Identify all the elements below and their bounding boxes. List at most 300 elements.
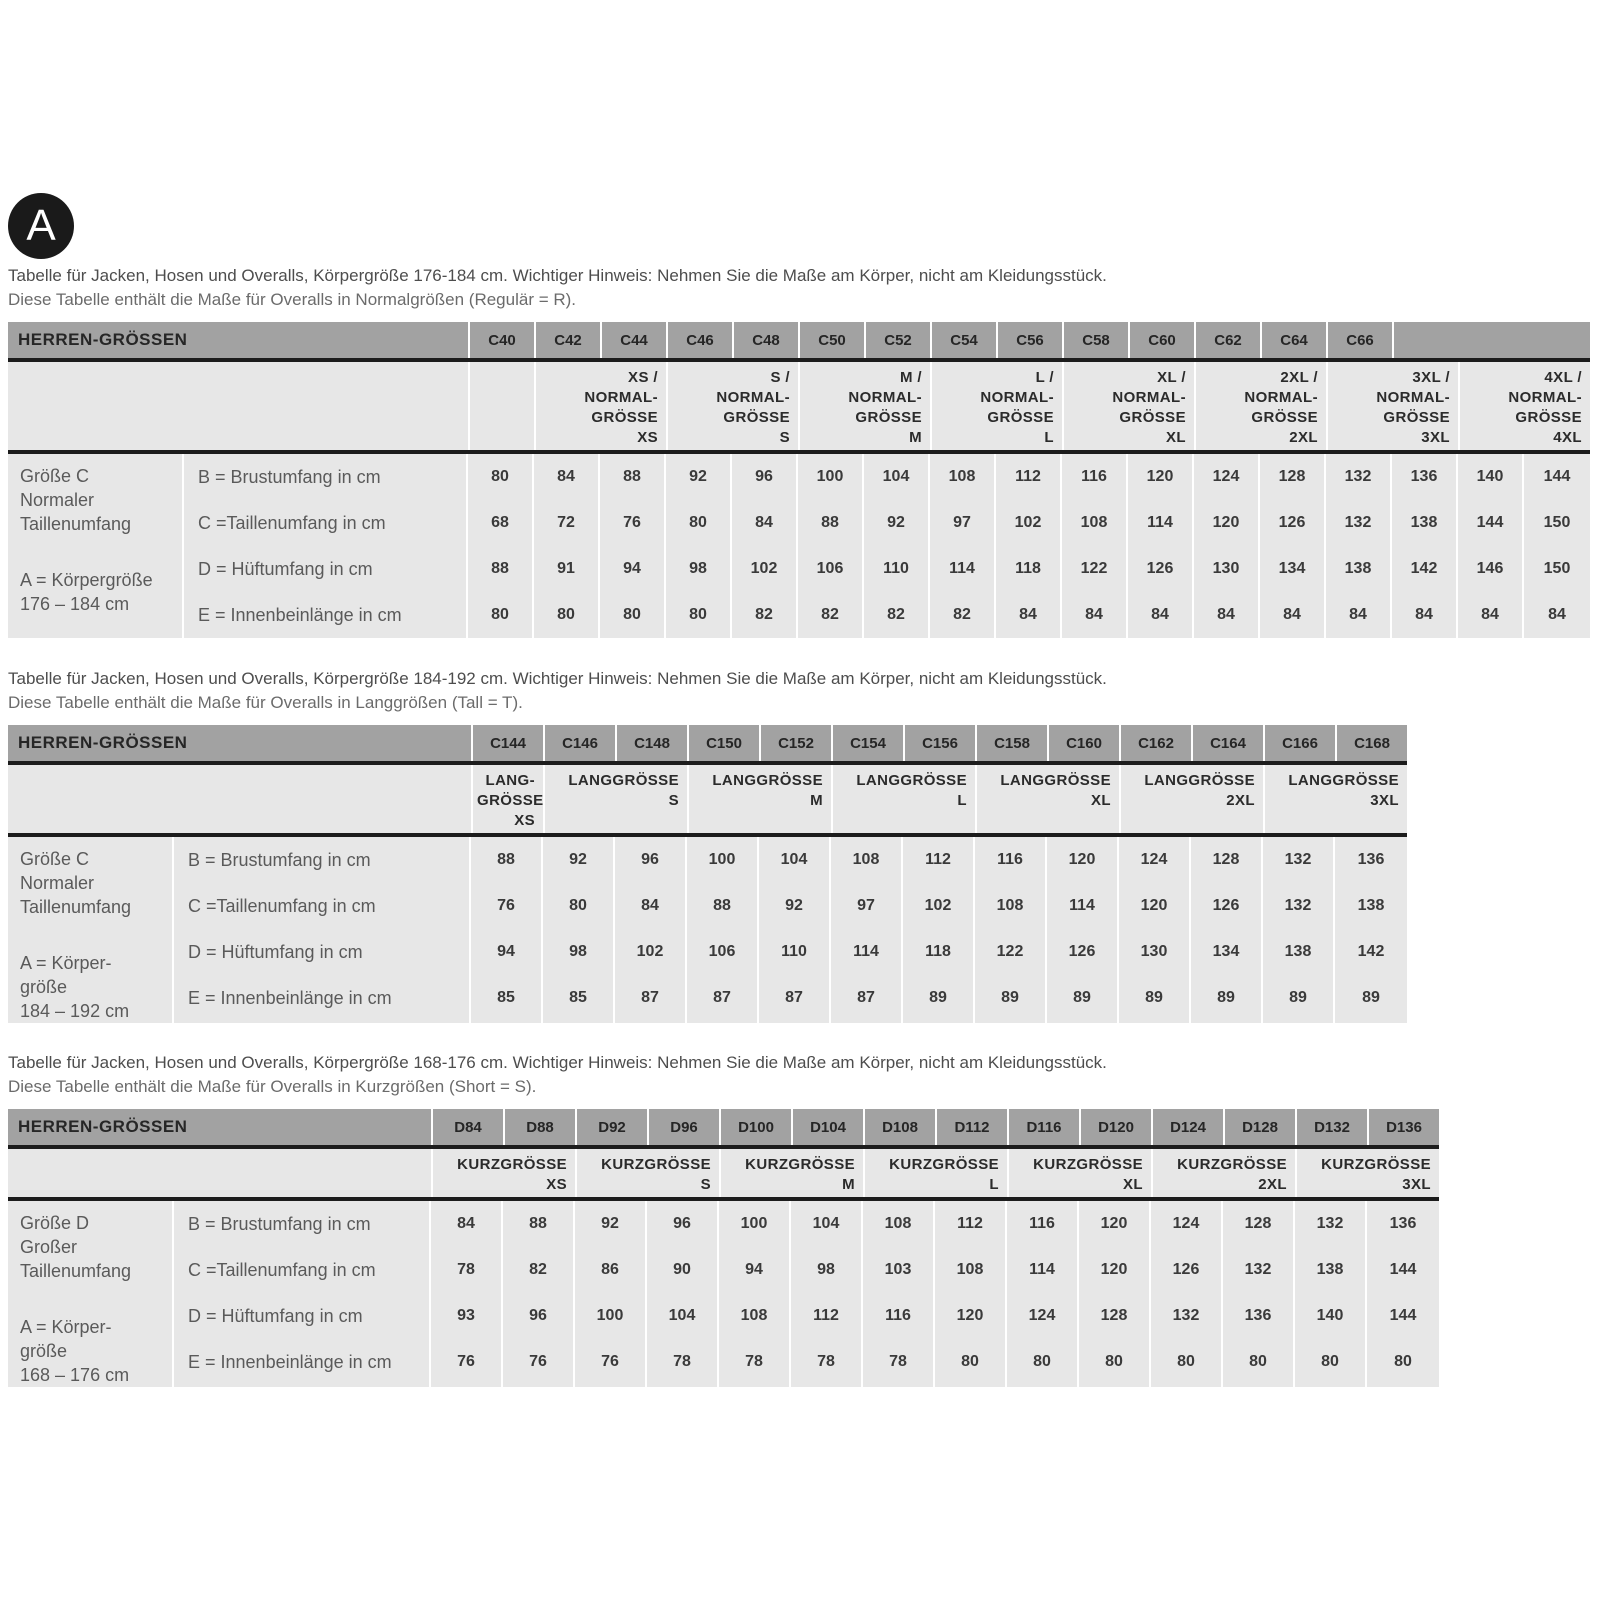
- value-cell: 100: [816, 468, 844, 485]
- size-value-column: [1047, 837, 1119, 1023]
- value-cell: 114: [1029, 1261, 1055, 1278]
- group-label-line: KURZGRÖSSE: [889, 1156, 999, 1173]
- value-cell: 136: [1244, 1307, 1272, 1324]
- value-cell: 108: [1080, 514, 1108, 531]
- group-label-line: NORMAL-: [1508, 389, 1582, 406]
- size-code: C148: [615, 725, 687, 761]
- value-cell: 146: [1476, 560, 1504, 577]
- row-label-line: größe: [20, 1341, 68, 1361]
- value-cell: 85: [497, 989, 515, 1006]
- size-value-column: [1458, 454, 1524, 638]
- size-value-column: [1191, 837, 1263, 1023]
- group-label-line: NORMAL-: [848, 389, 922, 406]
- value-cell: 132: [1284, 851, 1312, 868]
- value-cell: 88: [713, 897, 731, 914]
- value-cell: 78: [889, 1353, 907, 1370]
- measure-label: E = Innenbeinlänge in cm: [188, 988, 392, 1008]
- measure-label: E = Innenbeinlänge in cm: [198, 605, 402, 625]
- value-cell: 112: [813, 1307, 839, 1324]
- group-label-line: LANG-: [485, 772, 535, 789]
- size-code: C160: [1047, 725, 1119, 761]
- size-group-label: [687, 765, 831, 833]
- value-cell: 89: [1145, 989, 1163, 1006]
- value-cell: 84: [641, 897, 659, 914]
- value-cell: 80: [961, 1353, 979, 1370]
- caption-line-1: Tabelle für Jacken, Hosen und Overalls, Körpergröße 176-184 cm. Wichtiger Hinweis: Nehmen Sie die Maße am Körper, nicht am Kleidungsstück.: [8, 266, 1107, 285]
- value-cell: 120: [1212, 514, 1240, 531]
- measure-label: C =Taillenumfang in cm: [188, 896, 376, 916]
- size-code: C144: [471, 725, 543, 761]
- group-row-spacer: [8, 1149, 431, 1197]
- value-cell: 85: [569, 989, 587, 1006]
- size-value-column: [1223, 1201, 1295, 1387]
- value-cell: 144: [1476, 514, 1504, 531]
- caption-line-2: Diese Tabelle enthält die Maße für Overalls in Kurzgrößen (Short = S).: [8, 1077, 537, 1096]
- row-label-line: Normaler: [20, 490, 95, 510]
- size-group-label: [863, 1149, 1007, 1197]
- value-cell: 78: [457, 1261, 475, 1278]
- size-code: D112: [935, 1109, 1007, 1145]
- value-cell: 87: [641, 989, 659, 1006]
- group-label-line: KURZGRÖSSE: [1033, 1156, 1143, 1173]
- value-cell: 88: [497, 851, 515, 868]
- size-group-label: [543, 765, 687, 833]
- size-code: D128: [1223, 1109, 1295, 1145]
- value-cell: 96: [673, 1215, 691, 1232]
- value-cell: 140: [1476, 468, 1504, 485]
- value-cell: 116: [885, 1307, 911, 1324]
- value-cell: 108: [996, 897, 1024, 914]
- value-cell: 120: [1140, 897, 1168, 914]
- value-cell: 98: [817, 1261, 835, 1278]
- group-label-line: GRÖSSE: [1119, 409, 1186, 426]
- value-cell: 132: [1284, 897, 1312, 914]
- value-cell: 122: [1080, 560, 1108, 577]
- value-cell: 100: [708, 851, 736, 868]
- size-group-label: [1007, 1149, 1151, 1197]
- size-code: C66: [1326, 322, 1392, 358]
- size-code: C150: [687, 725, 759, 761]
- value-cell: 138: [1410, 514, 1438, 531]
- value-cell: 84: [1151, 606, 1169, 623]
- row-label-line: Taillenumfang: [20, 514, 132, 534]
- value-cell: 100: [596, 1307, 624, 1324]
- size-group-row: [8, 1149, 1439, 1201]
- group-label-line: XL: [1091, 792, 1111, 809]
- table-caption: [8, 1051, 1439, 1099]
- value-cell: 136: [1410, 468, 1438, 485]
- row-label-gap: [20, 1283, 172, 1315]
- value-cell: 84: [1481, 606, 1499, 623]
- value-cell: 138: [1316, 1261, 1344, 1278]
- group-label-line: LANGGRÖSSE: [1144, 772, 1255, 789]
- size-value-column: [863, 1201, 935, 1387]
- size-value-column: [996, 454, 1062, 638]
- value-cell: 84: [557, 468, 575, 485]
- value-cell: 78: [673, 1353, 691, 1370]
- group-label-line: S: [668, 792, 679, 809]
- value-cell: 68: [491, 514, 509, 531]
- group-label-line: GRÖSSE: [855, 409, 922, 426]
- size-code: D92: [575, 1109, 647, 1145]
- value-cell: 118: [925, 943, 951, 960]
- size-code: D132: [1295, 1109, 1367, 1145]
- size-code: D108: [863, 1109, 935, 1145]
- value-cell: 104: [812, 1215, 840, 1232]
- value-cell: 116: [997, 851, 1023, 868]
- size-group-label: [471, 765, 543, 833]
- group-label-line: NORMAL-: [1112, 389, 1186, 406]
- size-value-column: [1151, 1201, 1223, 1387]
- value-cell: 76: [601, 1353, 619, 1370]
- group-label-line: M: [810, 792, 823, 809]
- value-cell: 102: [750, 560, 778, 577]
- group-label-line: S: [779, 429, 790, 446]
- group-label-line: XS /: [628, 369, 658, 386]
- size-value-column: [930, 454, 996, 638]
- value-cell: 116: [1081, 468, 1107, 485]
- size-value-column: [534, 454, 600, 638]
- measure-label: B = Brustumfang in cm: [188, 850, 371, 870]
- value-cell: 134: [1212, 943, 1240, 960]
- value-cell: 84: [1217, 606, 1235, 623]
- measure-labels: [184, 454, 468, 638]
- value-cell: 126: [1212, 897, 1240, 914]
- value-cell: 96: [755, 468, 773, 485]
- value-cell: 97: [857, 897, 875, 914]
- caption-line-1: Tabelle für Jacken, Hosen und Overalls, Körpergröße 168-176 cm. Wichtiger Hinweis: Nehmen Sie die Maße am Körper, nicht am Kleidungsstück.: [8, 1053, 1107, 1072]
- value-cell: 89: [1289, 989, 1307, 1006]
- group-label-line: NORMAL-: [584, 389, 658, 406]
- value-cell: 76: [497, 897, 515, 914]
- value-cell: 116: [1029, 1215, 1055, 1232]
- value-cell: 110: [883, 560, 909, 577]
- size-group-row: [8, 362, 1590, 454]
- group-label-line: KURZGRÖSSE: [1177, 1156, 1287, 1173]
- group-label-line: M /: [899, 369, 922, 386]
- group-label-line: S /: [770, 369, 790, 386]
- size-group-label: [930, 362, 1062, 450]
- group-label-line: XS: [546, 1176, 567, 1193]
- value-cell: 78: [817, 1353, 835, 1370]
- size-group-row: [8, 765, 1407, 837]
- value-cell: 140: [1316, 1307, 1344, 1324]
- group-label-line: 3XL: [1370, 792, 1399, 809]
- value-cell: 112: [925, 851, 951, 868]
- size-value-column: [600, 454, 666, 638]
- table-caption: [8, 667, 1407, 715]
- size-code: C52: [864, 322, 930, 358]
- value-cell: 108: [884, 1215, 912, 1232]
- size-code: C44: [600, 322, 666, 358]
- size-group-label: [1458, 362, 1590, 450]
- value-cell: 120: [1146, 468, 1174, 485]
- row-label-line: 168 – 176 cm: [20, 1365, 130, 1385]
- size-value-column: [719, 1201, 791, 1387]
- measure-label: D = Hüftumfang in cm: [188, 942, 363, 962]
- value-cell: 138: [1344, 560, 1372, 577]
- size-value-column: [903, 837, 975, 1023]
- size-code: C48: [732, 322, 798, 358]
- row-label-gap: [20, 919, 172, 951]
- measurement-body: [8, 454, 1590, 638]
- measure-label: D = Hüftumfang in cm: [198, 559, 373, 579]
- size-code: C156: [903, 725, 975, 761]
- size-value-column: [732, 454, 798, 638]
- size-value-column: [935, 1201, 1007, 1387]
- group-label-line: L: [989, 1176, 999, 1193]
- size-group-label: [798, 362, 930, 450]
- group-label-line: 2XL: [1226, 792, 1255, 809]
- size-code: C46: [666, 322, 732, 358]
- value-cell: 128: [1278, 468, 1306, 485]
- group-label-line: 3XL: [1402, 1176, 1431, 1193]
- group-label-line: L: [1044, 429, 1054, 446]
- value-cell: 100: [740, 1215, 768, 1232]
- value-cell: 138: [1357, 897, 1385, 914]
- value-cell: 96: [529, 1307, 547, 1324]
- size-value-column: [759, 837, 831, 1023]
- size-value-column: [1007, 1201, 1079, 1387]
- group-label-line: KURZGRÖSSE: [457, 1156, 567, 1173]
- value-cell: 84: [457, 1215, 475, 1232]
- size-group-label: [1151, 1149, 1295, 1197]
- value-cell: 90: [673, 1261, 691, 1278]
- size-group-label: [1194, 362, 1326, 450]
- group-label-line: KURZGRÖSSE: [1321, 1156, 1431, 1173]
- size-group-label: [666, 362, 798, 450]
- group-row-spacer: [8, 765, 471, 833]
- value-cell: 120: [1100, 1215, 1128, 1232]
- size-value-column: [666, 454, 732, 638]
- value-cell: 142: [1410, 560, 1438, 577]
- value-cell: 112: [1015, 468, 1041, 485]
- caption-line-2: Diese Tabelle enthält die Maße für Overalls in Langgrößen (Tall = T).: [8, 693, 523, 712]
- value-cell: 80: [1321, 1353, 1339, 1370]
- value-cell: 94: [745, 1261, 763, 1278]
- value-cell: 92: [569, 851, 587, 868]
- size-table: [8, 322, 1590, 638]
- value-cell: 104: [882, 468, 910, 485]
- size-value-column: [1335, 837, 1407, 1023]
- value-cell: 126: [1146, 560, 1174, 577]
- value-cell: 84: [755, 514, 773, 531]
- size-code: C154: [831, 725, 903, 761]
- value-cell: 89: [1001, 989, 1019, 1006]
- size-value-column: [503, 1201, 575, 1387]
- size-value-column: [864, 454, 930, 638]
- size-code: C162: [1119, 725, 1191, 761]
- row-label-line: 184 – 192 cm: [20, 1001, 130, 1021]
- group-label-line: 3XL: [1421, 429, 1450, 446]
- row-group-label: [8, 837, 174, 1023]
- size-group-label: [719, 1149, 863, 1197]
- size-code: C152: [759, 725, 831, 761]
- row-label-line: 176 – 184 cm: [20, 594, 130, 614]
- value-cell: 87: [713, 989, 731, 1006]
- group-label-line: GRÖSSE: [1383, 409, 1450, 426]
- measure-label: B = Brustumfang in cm: [198, 467, 381, 487]
- value-cell: 82: [821, 606, 839, 623]
- row-label-line: größe: [20, 977, 68, 997]
- row-group-label: [8, 454, 184, 638]
- value-cell: 82: [755, 606, 773, 623]
- group-label-line: XL: [1166, 429, 1186, 446]
- group-label-line: XS: [637, 429, 658, 446]
- value-cell: 76: [457, 1353, 475, 1370]
- value-cell: 144: [1389, 1261, 1417, 1278]
- header-spacer: [1392, 322, 1590, 358]
- size-table-block-3: [8, 1051, 1439, 1387]
- group-label-line: 2XL: [1289, 429, 1318, 446]
- size-code: C168: [1335, 725, 1407, 761]
- value-cell: 94: [497, 943, 515, 960]
- size-code: D104: [791, 1109, 863, 1145]
- group-label-line: 4XL /: [1544, 369, 1582, 386]
- header-row: [8, 1109, 1439, 1149]
- size-group-label: [534, 362, 666, 450]
- value-cell: 126: [1172, 1261, 1200, 1278]
- size-code: C40: [468, 322, 534, 358]
- value-cell: 108: [852, 851, 880, 868]
- value-cell: 80: [1105, 1353, 1123, 1370]
- group-label-line: NORMAL-: [716, 389, 790, 406]
- value-cell: 118: [1015, 560, 1041, 577]
- value-cell: 89: [1362, 989, 1380, 1006]
- size-value-column: [975, 837, 1047, 1023]
- size-code: D84: [431, 1109, 503, 1145]
- group-label-line: XL /: [1157, 369, 1186, 386]
- value-cell: 80: [1033, 1353, 1051, 1370]
- value-cell: 84: [1283, 606, 1301, 623]
- group-label-line: XS: [514, 812, 535, 829]
- group-label-line: M: [909, 429, 922, 446]
- value-cell: 132: [1316, 1215, 1344, 1232]
- value-cell: 102: [924, 897, 952, 914]
- group-label-line: L /: [1035, 369, 1054, 386]
- size-value-column: [471, 837, 543, 1023]
- size-value-column: [791, 1201, 863, 1387]
- group-label-line: GRÖSSE: [987, 409, 1054, 426]
- value-cell: 89: [929, 989, 947, 1006]
- size-group-label: [575, 1149, 719, 1197]
- size-value-column: [431, 1201, 503, 1387]
- group-label-line: GRÖSSE: [1251, 409, 1318, 426]
- size-code: D100: [719, 1109, 791, 1145]
- measure-label: C =Taillenumfang in cm: [198, 513, 386, 533]
- group-label-line: GRÖSSE: [1515, 409, 1582, 426]
- group-label-line: GRÖSSE: [591, 409, 658, 426]
- value-cell: 96: [641, 851, 659, 868]
- value-cell: 106: [816, 560, 844, 577]
- value-cell: 114: [1147, 514, 1173, 531]
- size-group-label: [431, 1149, 575, 1197]
- value-cell: 150: [1543, 560, 1571, 577]
- group-label-line: GRÖSSE: [477, 792, 544, 809]
- group-label-line: 3XL /: [1412, 369, 1450, 386]
- size-table-block-1: [8, 264, 1590, 638]
- value-cell: 120: [1100, 1261, 1128, 1278]
- measure-label: B = Brustumfang in cm: [188, 1214, 371, 1234]
- size-code: C50: [798, 322, 864, 358]
- value-cell: 104: [780, 851, 808, 868]
- table-brand-title: HERREN-GRÖSSEN: [18, 330, 188, 349]
- size-value-column: [1295, 1201, 1367, 1387]
- value-cell: 130: [1212, 560, 1240, 577]
- size-group-label: [1062, 362, 1194, 450]
- value-cell: 150: [1543, 514, 1571, 531]
- measurement-body: [8, 837, 1407, 1023]
- value-cell: 87: [857, 989, 875, 1006]
- size-value-column: [468, 454, 534, 638]
- group-label-line: LANGGRÖSSE: [1288, 772, 1399, 789]
- value-cell: 76: [623, 514, 641, 531]
- value-cell: 88: [491, 560, 509, 577]
- size-code: D88: [503, 1109, 575, 1145]
- value-cell: 132: [1172, 1307, 1200, 1324]
- size-code: C164: [1191, 725, 1263, 761]
- size-value-column: [1079, 1201, 1151, 1387]
- row-group-label: [8, 1201, 174, 1387]
- table-brand-title: HERREN-GRÖSSEN: [18, 1117, 188, 1136]
- caption-line-1: Tabelle für Jacken, Hosen und Overalls, Körpergröße 184-192 cm. Wichtiger Hinweis: Nehmen Sie die Maße am Körper, nicht am Kleidungsstück.: [8, 669, 1107, 688]
- size-value-column: [687, 837, 759, 1023]
- table-caption: [8, 264, 1590, 312]
- value-cell: 102: [1014, 514, 1042, 531]
- size-code: C158: [975, 725, 1047, 761]
- row-label-line: Taillenumfang: [20, 1261, 132, 1281]
- value-cell: 72: [557, 514, 575, 531]
- size-code: C64: [1260, 322, 1326, 358]
- value-cell: 89: [1217, 989, 1235, 1006]
- value-cell: 92: [785, 897, 803, 914]
- header-row: [8, 322, 1590, 362]
- value-cell: 110: [781, 943, 807, 960]
- group-label-line: 2XL /: [1280, 369, 1318, 386]
- header-row: [8, 725, 1407, 765]
- group-label-line: LANGGRÖSSE: [712, 772, 823, 789]
- caption-line-2: Diese Tabelle enthält die Maße für Overalls in Normalgrößen (Regulär = R).: [8, 290, 577, 309]
- value-cell: 134: [1278, 560, 1306, 577]
- value-cell: 144: [1543, 468, 1571, 485]
- measure-label: E = Innenbeinlänge in cm: [188, 1352, 392, 1372]
- group-label-line: KURZGRÖSSE: [601, 1156, 711, 1173]
- size-group-label: [831, 765, 975, 833]
- size-value-column: [1392, 454, 1458, 638]
- size-value-column: [1119, 837, 1191, 1023]
- group-label-line: L: [957, 792, 967, 809]
- size-code: C56: [996, 322, 1062, 358]
- size-code: C42: [534, 322, 600, 358]
- group-label-line: NORMAL-: [980, 389, 1054, 406]
- value-cell: 88: [529, 1215, 547, 1232]
- measurement-body: [8, 1201, 1439, 1387]
- value-cell: 80: [1177, 1353, 1195, 1370]
- value-cell: 132: [1344, 468, 1372, 485]
- value-cell: 80: [689, 606, 707, 623]
- size-value-column: [1194, 454, 1260, 638]
- size-group-label: [975, 765, 1119, 833]
- value-cell: 124: [1172, 1215, 1200, 1232]
- value-cell: 144: [1389, 1307, 1417, 1324]
- value-cell: 112: [957, 1215, 983, 1232]
- size-value-column: [798, 454, 864, 638]
- row-label-line: Größe D: [20, 1213, 90, 1233]
- value-cell: 124: [1028, 1307, 1056, 1324]
- value-cell: 97: [953, 514, 971, 531]
- size-value-column: [575, 1201, 647, 1387]
- value-cell: 128: [1244, 1215, 1272, 1232]
